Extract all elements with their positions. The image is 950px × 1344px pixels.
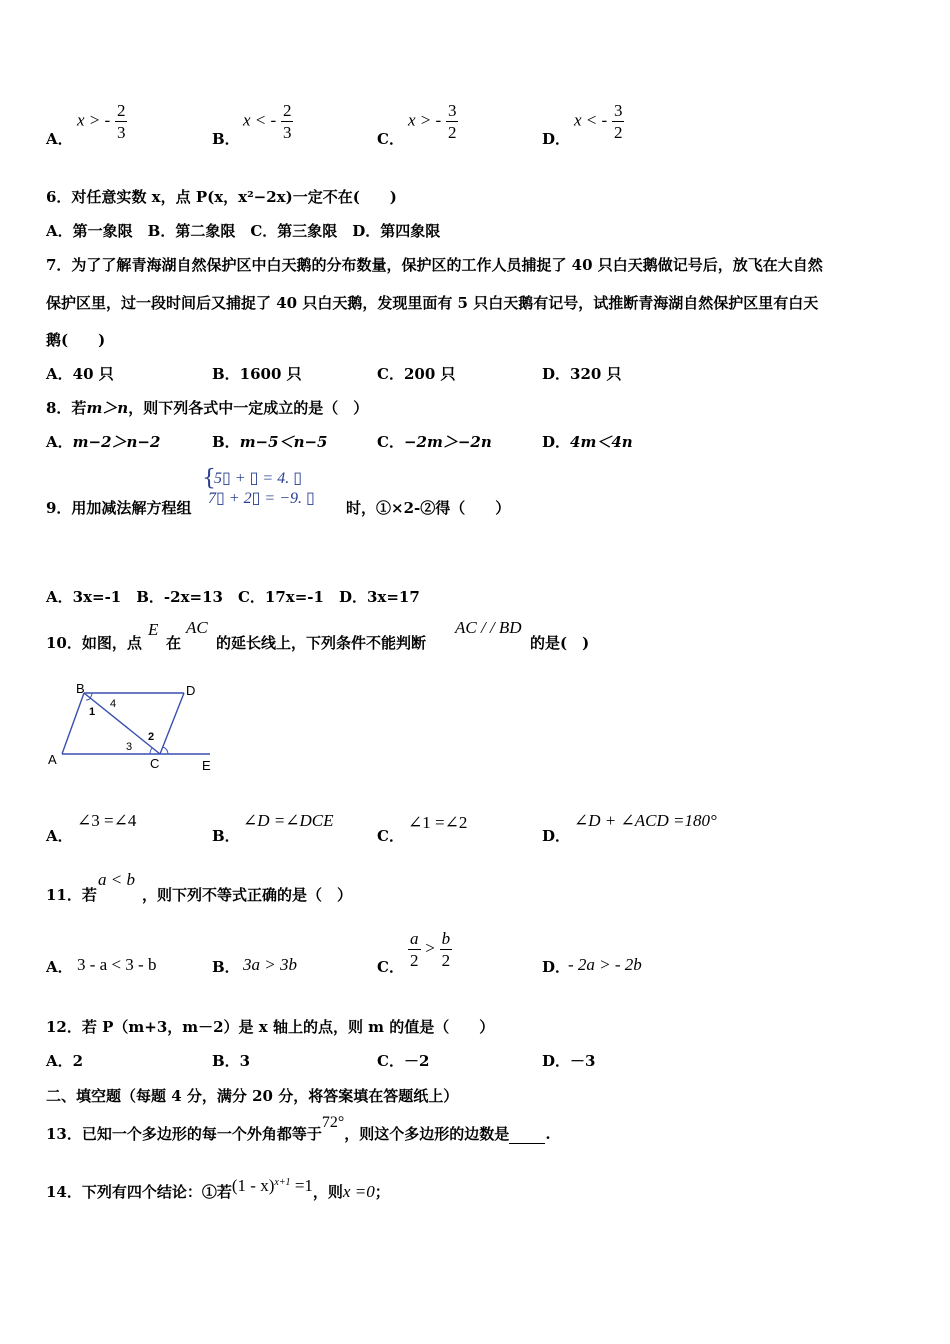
q10-option-a-label: A． bbox=[46, 827, 73, 845]
q10-option-b-expr: ∠D =∠DCE bbox=[243, 811, 334, 830]
q10-segment-ac: AC bbox=[186, 618, 208, 637]
q10-option-d-expr: ∠D + ∠ACD =180° bbox=[574, 811, 717, 830]
q5-option-b-expr: x < - $\frac{2}{3}$ bbox=[243, 101, 292, 142]
label-e: E bbox=[202, 758, 211, 773]
q11-stem-post: ，则下列不等式正确的是（ ） bbox=[142, 886, 353, 904]
line-bc bbox=[84, 693, 160, 754]
label-b: B bbox=[76, 681, 85, 696]
q12-option-d: D．－3 bbox=[542, 1052, 596, 1070]
q7-stem-line3: 鹅( ) bbox=[46, 331, 106, 349]
q12-option-b: B．3 bbox=[212, 1052, 251, 1070]
arc-angle-4 bbox=[90, 693, 92, 698]
arc-angle-1 bbox=[86, 698, 91, 700]
q7-option-c: C．200 只 bbox=[377, 365, 456, 383]
q5-option-d-expr: x < - $\frac{3}{2}$ bbox=[574, 101, 623, 142]
q9-equation-1: 5▯ + ▯ = 4. ▯ bbox=[214, 470, 303, 487]
q11-option-a-label: A． bbox=[46, 958, 73, 976]
q11-option-a-expr: 3 - a < 3 - b bbox=[77, 955, 157, 974]
q12-option-c: C．－2 bbox=[377, 1052, 430, 1070]
label-d: D bbox=[186, 683, 196, 698]
label-angle-4: 4 bbox=[110, 698, 117, 710]
q11-option-c-expr: $\frac{a}{2}$ > $\frac{b}{2}$ bbox=[410, 929, 451, 970]
q9-stem-post: 时，①×2-②得（ ） bbox=[346, 499, 511, 517]
q13-angle: 72° bbox=[321, 1114, 345, 1131]
q11-stem-pre: 11．若 bbox=[46, 886, 97, 904]
q11-option-d-expr: - 2a > - 2b bbox=[568, 955, 642, 974]
q10-stem-c: 的延长线上，下列条件不能判断 bbox=[216, 634, 427, 652]
section-2-heading: 二、填空题（每题 4 分，满分 20 分，将答案填在答题纸上） bbox=[46, 1087, 459, 1105]
q7-stem-line2: 保护区里，过一段时间后又捕捉了 40 只白天鹅，发现里面有 5 只白天鹅有记号，试推断青海湖自然保护区里有白天 bbox=[46, 294, 819, 312]
label-angle-1: 1 bbox=[89, 706, 96, 718]
label-angle-2: 2 bbox=[148, 731, 155, 743]
q8-option-b: B．m−5＜n−5 bbox=[212, 433, 328, 451]
q8-option-d: D．4m＜4n bbox=[542, 433, 633, 451]
arc-angle-3 bbox=[150, 748, 152, 754]
q11-option-d-label: D． bbox=[542, 958, 571, 976]
q10-parallelogram-figure bbox=[44, 678, 224, 778]
q10-option-d-label: D． bbox=[542, 827, 571, 845]
q10-option-c-label: C． bbox=[377, 827, 404, 845]
q10-option-a-expr: ∠3 =∠4 bbox=[77, 811, 137, 830]
q7-option-b: B．1600 只 bbox=[212, 365, 302, 383]
q11-option-b-expr: 3a > 3b bbox=[243, 955, 297, 974]
q12-option-a: A．2 bbox=[46, 1052, 84, 1070]
q11-option-c-label: C． bbox=[377, 958, 404, 976]
q10-stem-a: 10．如图，点 bbox=[46, 634, 142, 652]
line-ab bbox=[62, 693, 84, 754]
q5-option-a-expr: x > - $\frac{2}{3}$ bbox=[77, 101, 126, 142]
q10-stem-b: 在 bbox=[166, 634, 182, 652]
q9-options: A．3x=-1 B．-2x=13 C．17x=-1 D．3x=17 bbox=[46, 588, 420, 606]
q11-condition: a < b bbox=[98, 870, 135, 889]
q11-option-b-label: B． bbox=[212, 958, 240, 976]
q12-stem: 12．若 P（m+3，m－2）是 x 轴上的点，则 m 的值是（ ） bbox=[46, 1018, 495, 1036]
q9-stem-pre: 9．用加减法解方程组 bbox=[46, 499, 192, 517]
q5-option-c-label: C． bbox=[377, 130, 404, 148]
q10-option-c-expr: ∠1 =∠2 bbox=[408, 813, 468, 832]
q6-options: A．第一象限 B．第二象限 C．第三象限 D．第四象限 bbox=[46, 222, 441, 240]
arc-angle-2 bbox=[163, 747, 168, 754]
q8-stem: 8．若m＞n，则下列各式中一定成立的是（ ） bbox=[46, 399, 369, 417]
q7-stem-line1: 7．为了了解青海湖自然保护区中白天鹅的分布数量，保护区的工作人员捕捉了 40 只白天鹅做记号后，放飞在大自然 bbox=[46, 256, 823, 274]
q6-stem: 6．对任意实数 x，点 P(x，x²−2x)一定不在( ) bbox=[46, 188, 397, 206]
q5-option-b-label: B． bbox=[212, 130, 240, 148]
q5-option-d-label: D． bbox=[542, 130, 571, 148]
q9-system-brace: { bbox=[202, 466, 216, 491]
q13-stem: 13．已知一个多边形的每一个外角都等于72°，则这个多边形的边数是 . bbox=[46, 1114, 551, 1143]
q10-relation: AC / / BD bbox=[455, 618, 522, 637]
q7-option-d: D．320 只 bbox=[542, 365, 622, 383]
q14-equation: (1 - x)$^{x+1}$ =1 bbox=[231, 1176, 313, 1195]
q10-point-e: E bbox=[148, 620, 159, 639]
q10-stem-d: 的是( ) bbox=[530, 634, 590, 652]
q14-stem: 14．下列有四个结论：①若(1 - x)$^{x+1}$ =1，则x =0； bbox=[46, 1176, 390, 1201]
label-angle-3: 3 bbox=[126, 741, 133, 753]
q5-option-c-expr: x > - $\frac{3}{2}$ bbox=[408, 101, 457, 142]
q8-option-c: C．−2m＞−2n bbox=[377, 433, 492, 451]
q10-option-b-label: B． bbox=[212, 827, 240, 845]
label-a: A bbox=[48, 752, 57, 767]
line-dc bbox=[160, 693, 184, 754]
q5-option-a-label: A． bbox=[46, 130, 73, 148]
q8-option-a: A．m−2＞n−2 bbox=[46, 433, 161, 451]
q14-conclusion: x =0 bbox=[342, 1182, 375, 1201]
q9-equation-2: 7▯ + 2▯ = −9. ▯ bbox=[208, 490, 315, 507]
q13-answer-blank[interactable] bbox=[509, 1129, 545, 1144]
label-c: C bbox=[150, 756, 160, 771]
q7-option-a: A．40 只 bbox=[46, 365, 114, 383]
